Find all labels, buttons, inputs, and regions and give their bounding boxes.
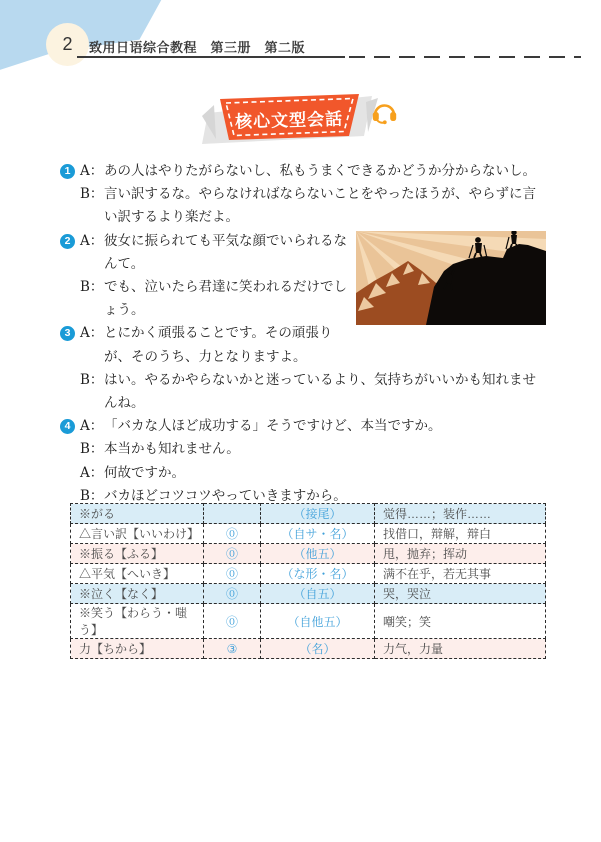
dialogue-line [60,438,546,461]
vocab-accent: ⓪ [204,524,261,544]
vocab-pos: （接尾） [261,504,375,524]
vocab-meaning: 哭，哭泣 [375,584,546,604]
dialogue-number-badge: 3 [60,326,75,341]
table-row [71,524,546,544]
vocab-pos: （自五） [261,584,375,604]
page-number: 2 [62,34,73,54]
page-number-circle [46,23,89,66]
dialogue-line [60,322,546,368]
vocab-meaning: 力气，力量 [375,639,546,659]
vocab-meaning: 甩，抛弃；挥动 [375,544,546,564]
headphones-icon[interactable] [370,98,398,130]
vocab-word: ※笑う【わらう・嗤う】 [71,604,204,639]
table-row [71,639,546,659]
speaker-label: B： [80,186,104,203]
dialogue-text: はい。やるかやらないかと迷っているより、気持ちがいいかも知れませんね。 [104,371,536,412]
vocab-meaning: 觉得……；装作…… [375,504,546,524]
vocab-accent: ⓪ [204,584,261,604]
vocab-meaning: 满不在乎，若无其事 [375,564,546,584]
dialogue-number-badge: 4 [60,419,75,434]
speaker-label: A： [80,418,104,435]
speaker-label: A： [80,163,104,179]
vocab-pos: （名） [261,639,375,659]
vocab-word: 力【ちから】 [71,639,204,659]
dialogue-line [60,462,546,485]
speaker-label: A： [80,232,104,249]
dialogue-text: 本当かも知れません。 [104,441,240,458]
speaker-label: A： [80,464,104,481]
dialogue-section [60,160,546,508]
speaker-label: B： [80,279,104,296]
dialogue-line [60,276,546,322]
table-row [71,504,546,524]
speaker-label: B： [80,371,104,388]
dialogue-text: バカほどコツコツやっていきますから。 [104,487,347,504]
dialogue-number-badge: 1 [60,164,75,179]
table-row [71,544,546,564]
section-banner [200,92,380,150]
header-rule-dashed [349,56,581,58]
dialogue-text: 彼女に振られても平気な顔でいられるなんて。 [104,232,347,272]
dialogue-number-badge: 2 [60,234,75,249]
vocab-table [70,503,546,659]
vocab-word: ※がる [71,504,204,524]
dialogue-text: とにかく頑張ることです。その頑張りが、そのうち、力となりますよ。 [104,325,333,365]
dialogue-line [60,183,546,229]
vocab-accent [204,504,261,524]
table-row [71,584,546,604]
vocab-pos: （自サ・名） [261,524,375,544]
vocab-accent: ⓪ [204,604,261,639]
vocab-meaning: 找借口，辩解，辩白 [375,524,546,544]
vocab-accent: ③ [204,639,261,659]
dialogue-line [60,160,546,183]
dialogue-text: でも、泣いたら君達に笑われるだけでしょう。 [104,279,347,319]
vocab-word: △言い訳【いいわけ】 [71,524,204,544]
dialogue-text: あの人はやりたがらないし、私もうまくできるかどうか分からないし。 [104,163,536,179]
vocab-word: △平気【へいき】 [71,564,204,584]
speaker-label: B： [80,487,104,504]
speaker-label: A： [80,325,104,342]
table-row [71,564,546,584]
section-title: 核心文型会話 [234,109,344,132]
vocab-pos: （な形・名） [261,564,375,584]
vocab-word: ※泣く【なく】 [71,584,204,604]
dialogue-line [60,415,546,438]
vocab-pos: （他五） [261,544,375,564]
vocab-meaning: 嘲笑；笑 [375,604,546,639]
dialogue-text: 言い訳するな。やらなければならないことをやったほうが、やらずに言い訳するより楽だよ。 [104,186,536,226]
book-title: 致用日语综合教程 第三册 第二版 [89,40,306,55]
dialogue-line [60,369,546,415]
dialogue-text: 何故ですか。 [104,464,185,481]
vocab-accent: ⓪ [204,544,261,564]
dialogue-line [60,230,546,276]
header-rule [77,56,345,58]
dialogue-text: 「バカな人ほど成功する」そうですけど、本当ですか。 [104,418,442,435]
table-row [71,604,546,639]
vocab-word: ※振る【ふる】 [71,544,204,564]
vocab-pos: （自他五） [261,604,375,639]
speaker-label: B： [80,441,104,458]
vocab-accent: ⓪ [204,564,261,584]
